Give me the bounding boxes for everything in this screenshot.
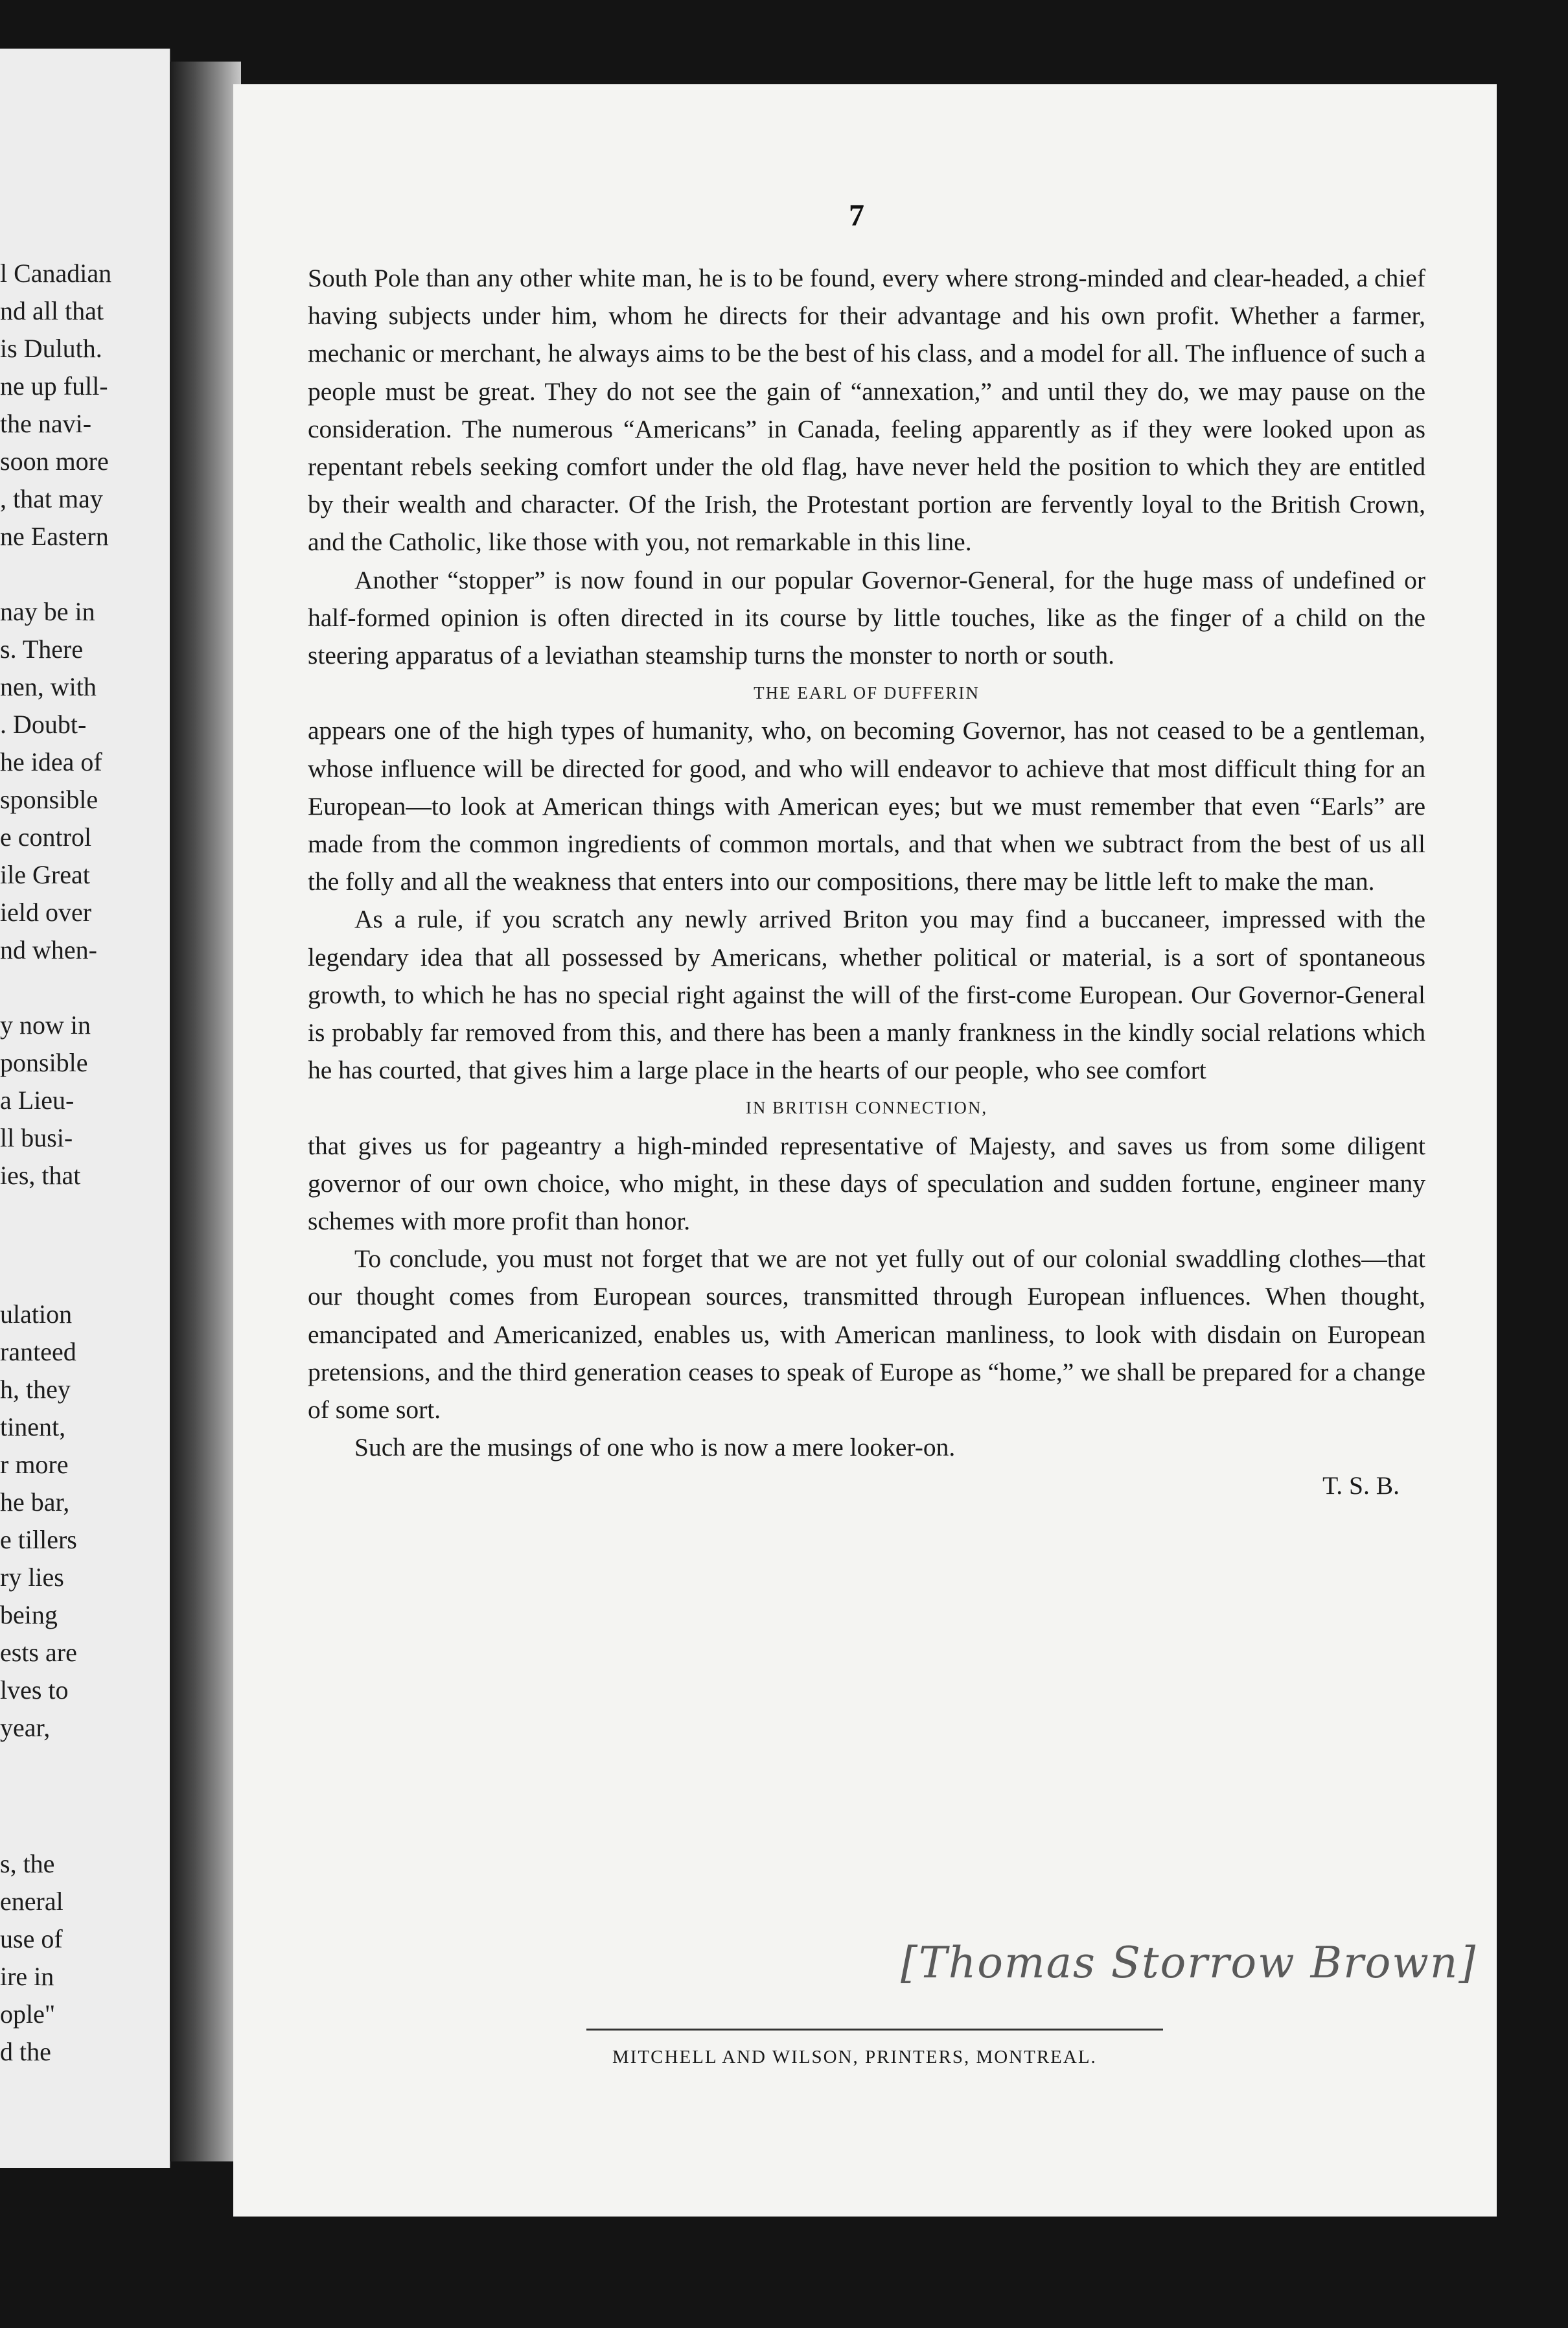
left-page-line: a Lieu- — [0, 1086, 75, 1115]
left-page-line: ile Great — [0, 860, 90, 889]
left-page-line: tinent, — [0, 1412, 66, 1441]
left-page-line: s. There — [0, 634, 84, 664]
left-page-line: e tillers — [0, 1525, 77, 1554]
left-page-line: sponsible — [0, 785, 98, 814]
left-page-line: nen, with — [0, 672, 97, 701]
left-page-line: ests are — [0, 1638, 77, 1667]
left-page-line: e control — [0, 822, 92, 852]
left-page-line: d the — [0, 2037, 51, 2066]
left-page-line: ield over — [0, 898, 92, 927]
left-page-line: s, the — [0, 1849, 55, 1878]
left-page-line: ne Eastern — [0, 522, 109, 551]
left-page-line: he bar, — [0, 1487, 70, 1517]
left-page-line: ople" — [0, 1999, 56, 2029]
left-page-line: the navi- — [0, 409, 92, 438]
left-page-line: ranteed — [0, 1337, 76, 1366]
left-page-line: r more — [0, 1450, 69, 1479]
handwritten-signature: [Thomas Storrow Brown] — [901, 1938, 1477, 1988]
body-paragraph: Another “stopper” is now found in our popular Governor-General, for the huge mass of undefined or half-formed opinion is often directed in its course by little touches, like as the finger of a child on the steering apparatus of a leviathan steamship turns the monster to north or south. — [308, 565, 1425, 670]
body-paragraph: South Pole than any other white man, he is to be found, every where strong-minded and clear-headed, a chief having subjects under him, whom he directs for their advantage and his own profit. Whether a farmer, mechanic or merchant, he always aims to be the best of his class, and a model for all. The influence of such a people must be great. They do not see the gain of “annexation,” and until they do, we may pause on the consideration. The numerous “Americans” in Canada, feeling apparently as if they were looked upon as repentant rebels seeking comfort under the old flag, have never held the position to which they are entitled by their wealth and character. Of the Irish, the Protestant portion are fervently loyal to the British Crown, and the Catholic, like those with you, not remarkable in this line. — [308, 264, 1425, 557]
left-page-line: ire in — [0, 1962, 54, 1991]
section-heading: THE EARL OF DUFFERIN — [754, 683, 980, 703]
left-page-line: he idea of — [0, 747, 102, 776]
left-page-line: ll busi- — [0, 1123, 73, 1152]
section-heading: IN BRITISH CONNECTION, — [745, 1098, 988, 1118]
left-page-line: l Canadian — [0, 259, 112, 288]
left-page-line: . Doubt- — [0, 710, 87, 739]
body-paragraph: Such are the musings of one who is now a mere looker-on. — [354, 1433, 956, 1462]
left-page-line: lves to — [0, 1675, 69, 1705]
left-page-line: is Duluth. — [0, 334, 102, 363]
body-paragraph: To conclude, you must not forget that we are not yet fully out of our colonial swaddling clothes—that our thought comes from European sources, transmitted through European influences. When thought, emancipated and Americanized, enables us, with American manliness, to look with disdain on European pretensions, and the third generation ceases to speak of Europe as “home,” we shall be prepared for a change of some sort. — [308, 1244, 1425, 1425]
left-page-line: ulation — [0, 1299, 73, 1329]
article-body — [308, 259, 1425, 1504]
printer-imprint: MITCHELL AND WILSON, PRINTERS, MONTREAL. — [612, 2047, 1097, 2067]
body-paragraph: As a rule, if you scratch any newly arrived Briton you may find a buccaneer, impressed with the legendary idea that all possessed by Americans, whether political or material, is a sort of spontaneous growth, to which he has no special right against the will of the first-come European. Our Governor-General is probably far removed from this, and there has been a manly frankness in the kindly social relations which he has courted, that gives him a large place in the hearts of our people, who see comfort — [308, 905, 1425, 1085]
left-page-line: y now in — [0, 1010, 91, 1040]
book-gutter — [170, 62, 241, 2161]
left-page-line: nd when- — [0, 935, 97, 964]
left-page-line: ponsible — [0, 1048, 88, 1077]
left-page-line: eneral — [0, 1887, 63, 1916]
left-page-line: , that may — [0, 484, 103, 513]
left-page-line: being — [0, 1600, 58, 1629]
left-page-line: nay be in — [0, 597, 95, 626]
left-page-line: soon more — [0, 447, 109, 476]
divider-rule — [586, 2029, 1163, 2031]
left-page-line: year, — [0, 1713, 51, 1742]
left-page-line: nd all that — [0, 296, 104, 325]
body-paragraph: appears one of the high types of humanity, who, on becoming Governor, has not ceased to be a gentleman, whose influence will be directed for good, and who will endeavor to achieve that most difficult thing for an European—to look at American things with American eyes; but we must remember that even “Earls” are made from the common ingredients of common mortals, and that when we subtract from the best of us all the folly and all the weakness that enters into our compositions, there may be little left to make the man. — [308, 716, 1425, 896]
author-initials: T. S. B. — [1322, 1471, 1400, 1500]
page-number: 7 — [849, 198, 864, 233]
left-page-fragment — [0, 49, 171, 2168]
body-paragraph: that gives us for pageantry a high-minded representative of Majesty, and saves us from some diligent governor of our own choice, who might, in these days of speculation and sudden fortune, engineer many schemes with more profit than honor. — [308, 1131, 1425, 1236]
left-page-line: h, they — [0, 1375, 71, 1404]
left-page-line: use of — [0, 1924, 63, 1953]
left-page-line: ies, that — [0, 1161, 81, 1190]
left-page-line: ne up full- — [0, 371, 108, 401]
left-page-line: ry lies — [0, 1563, 64, 1592]
